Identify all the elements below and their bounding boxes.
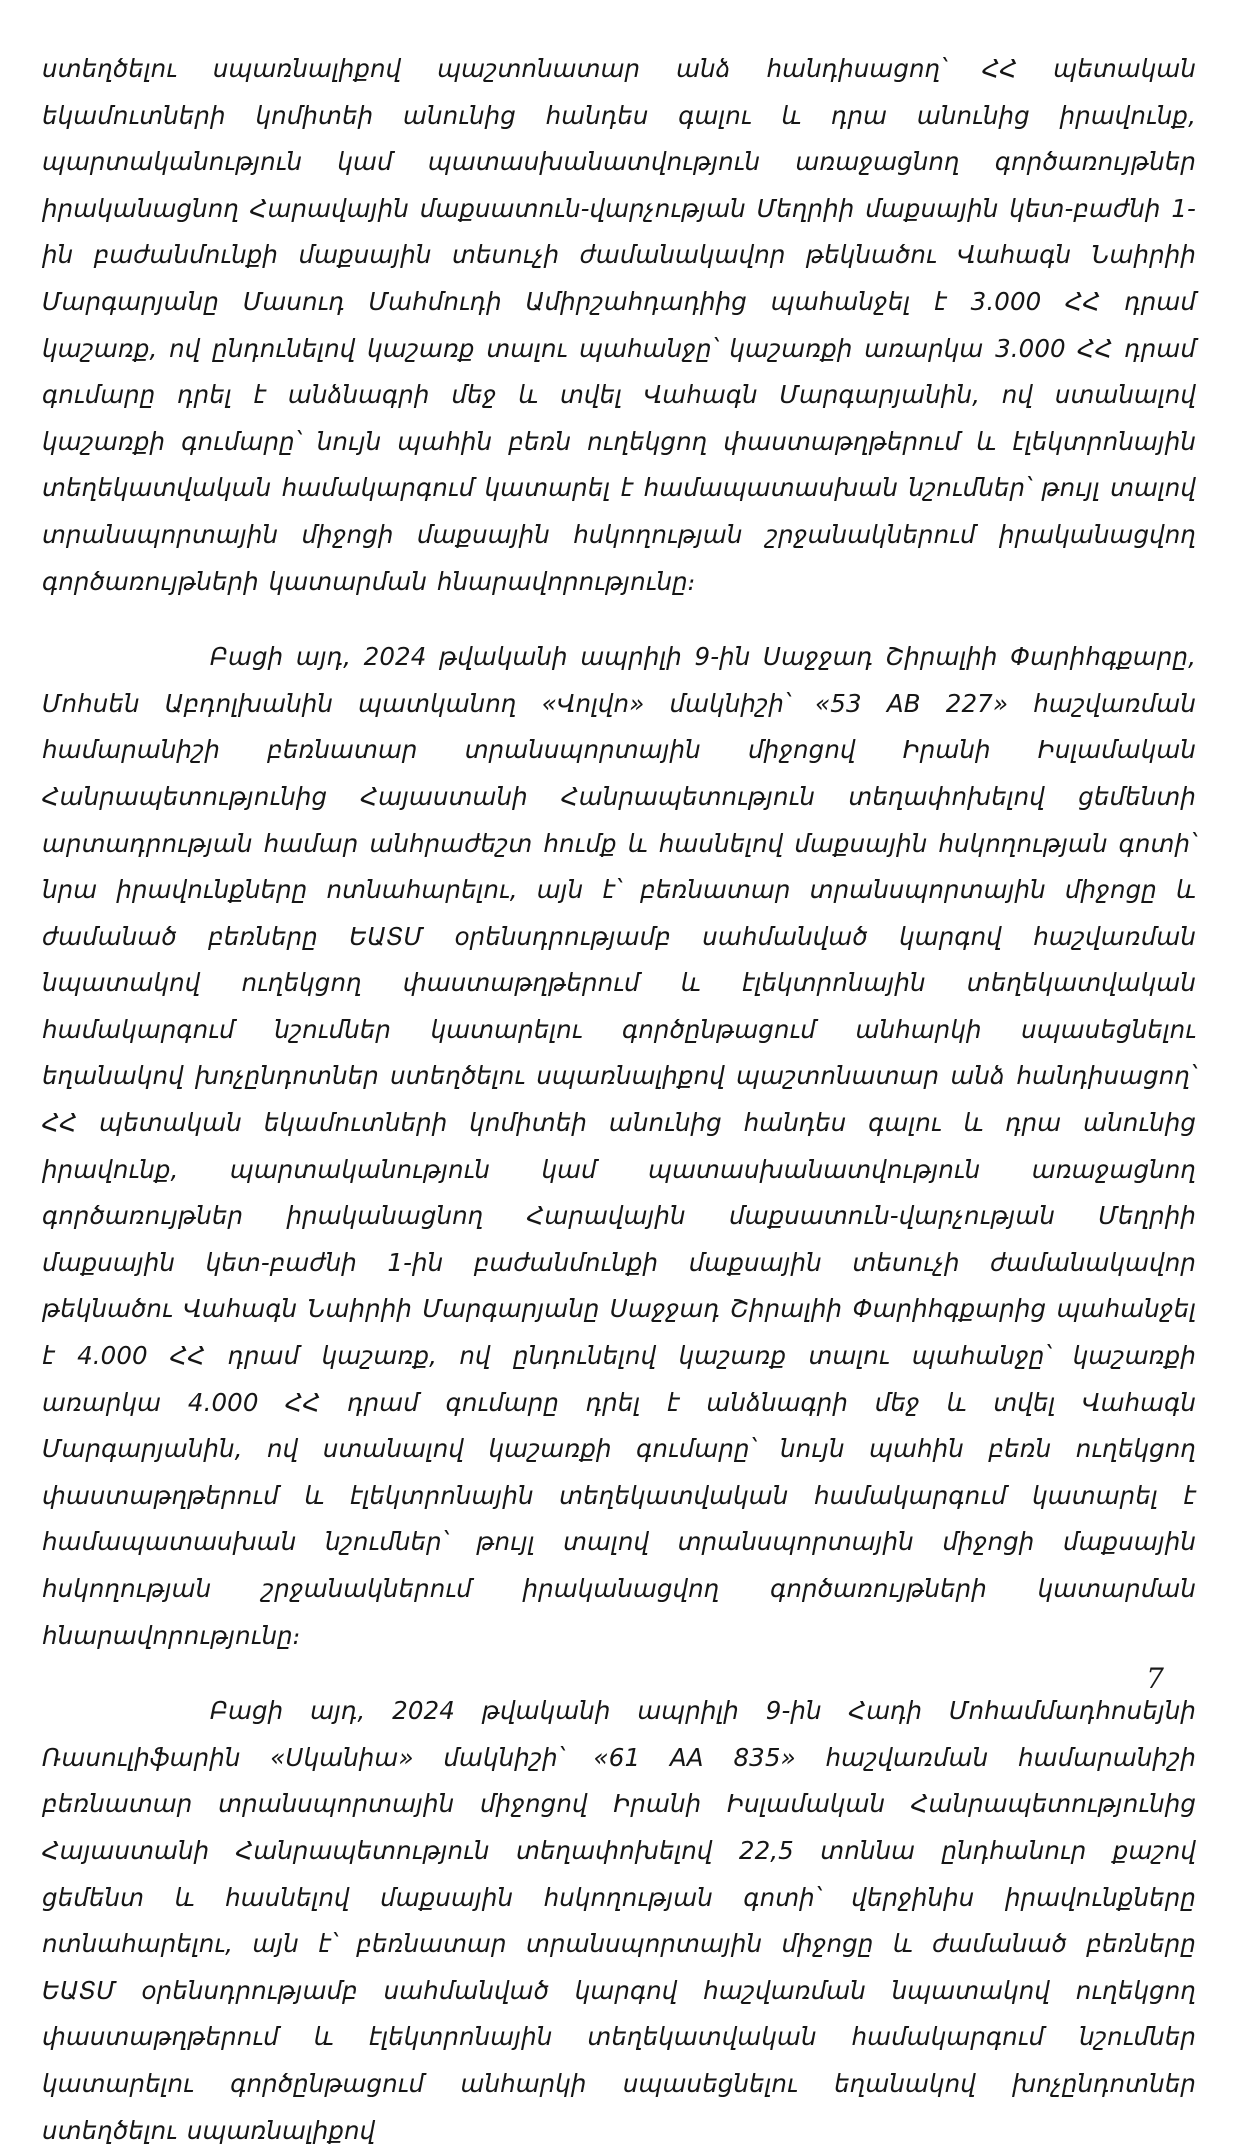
- page-number: 7: [1146, 1662, 1164, 1695]
- paragraph-3: Բացի այդ, 2024 թվականի ապրիլի 9-ին Հադի Մոհամմադհոսեյնի Ռասուլիֆարին «Սկանիա» մակնիշի՝ «61 AA 835» հաշվառման համարանիշի բեռնատար տրանսպորտային միջոցով Իրանի Իսլամական Հանրապետությունից Հայաստանի Հանրապետություն տեղափոխելով 22,5 տոննա ընդհանուր քաշով ցեմենտ և հասնելով մաքսային հսկողության գոտի՝ վերջինիս իրավունքները ոտնահարելու, այն է՝ բեռնատար տրանսպորտային միջոցը և ժամանած բեռները ԵԱՏՄ օրենսդրությամբ սահմանված կարգով հաշվառման նպատակով ուղեկցող փաստաթղթերում և էլեկտրոնային տեղեկատվական համակարգում նշումներ կատարելու գործընթացում անհարկի սպասեցնելու եղանակով խոչընդոտներ ստեղծելու սպառնալիքով: [42, 1696, 1196, 2145]
- paragraph-1: ստեղծելու սպառնալիքով պաշտոնատար անձ հանդիսացող՝ ՀՀ պետական եկամուտների կոմիտեի անունից հանդես գալու և դրա անունից իրավունք, պարտականություն կամ պատասխանատվություն առաջացնող գործառույթներ իրականացնող Հարավային մաքսատուն-վարչության Մեղրիի մաքսային կետ-բաժնի 1-ին բաժանմունքի մաքսային տեսուչի ժամանակավոր թեկնածու Վահագն Նաիրիի Մարգարյանը Մասուդ Մահմուդի Ամիրշահդադիից պահանջել է 3.000 ՀՀ դրամ կաշառք, ով ընդունելով կաշառք տալու պահանջը՝ կաշառքի առարկա 3.000 ՀՀ դրամ գումարը դրել է անձնագրի մեջ և տվել Վահագն Մարգարյանին, ով ստանալով կաշառքի գումարը՝ նույն պահին բեռն ուղեկցող փաստաթղթերում և էլեկտրոնային տեղեկատվական համակարգում կատարել է համապատասխան նշումներ՝ թույլ տալով տրանսպորտային միջոցի մաքսային հսկողության շրջանակներում իրականացվող գործառույթների կատարման հնարավորությունը։: [42, 54, 1196, 596]
- paragraph-2: Բացի այդ, 2024 թվականի ապրիլի 9-ին Սաջջադ Շիրալիի Փարիհգքարը, Մոհսեն Աբդոլխանին պատկանող «Վոլվո» մակնիշի՝ «53 AB 227» հաշվառման համարանիշի բեռնատար տրանսպորտային միջոցով Իրանի Իսլամական Հանրապետությունից Հայաստանի Հանրապետություն տեղափոխելով ցեմենտի արտադրության համար անհրաժեշտ հումք և հասնելով մաքսային հսկողության գոտի՝ նրա իրավունքները ոտնահարելու, այն է՝ բեռնատար տրանսպորտային միջոցը և ժամանած բեռները ԵԱՏՄ օրենսդրությամբ սահմանված կարգով հաշվառման նպատակով ուղեկցող փաստաթղթերում և էլեկտրոնային տեղեկատվական համակարգում նշումներ կատարելու գործընթացում անհարկի սպասեցնելու եղանակով խոչընդոտներ ստեղծելու սպառնալիքով պաշտոնատար անձ հանդիսացող՝ ՀՀ պետական եկամուտների կոմիտեի անունից հանդես գալու և դրա անունից իրավունք, պարտականություն կամ պատասխանատվություն առաջացնող գործառույթներ իրականացնող Հարավային մաքսատուն-վարչության Մեղրիի մաքսային կետ-բաժնի 1-ին բաժանմունքի մաքսային տեսուչի ժամանակավոր թեկնածու Վահագն Նաիրիի Մարգարյանը Սաջջադ Շիրալիի Փարիհգքարից պահանջել է 4.000 ՀՀ դրամ կաշառք, ով ընդունելով կաշառք տալու պահանջը՝ կաշառքի առարկա 4.000 ՀՀ դրամ գումարը դրել է անձնագրի մեջ և տվել Վահագն Մարգարյանին, ով ստանալով կաշառքի գումարը՝ նույն պահին բեռն ուղեկցող փաստաթղթերում և էլեկտրոնային տեղեկատվական համակարգում կատարել է համապատասխան նշումներ՝ թույլ տալով տրանսպորտային միջոցի մաքսային հսկողության շրջանակներում իրականացվող գործառույթների կատարման հնարավորությունը։: [42, 642, 1196, 1650]
